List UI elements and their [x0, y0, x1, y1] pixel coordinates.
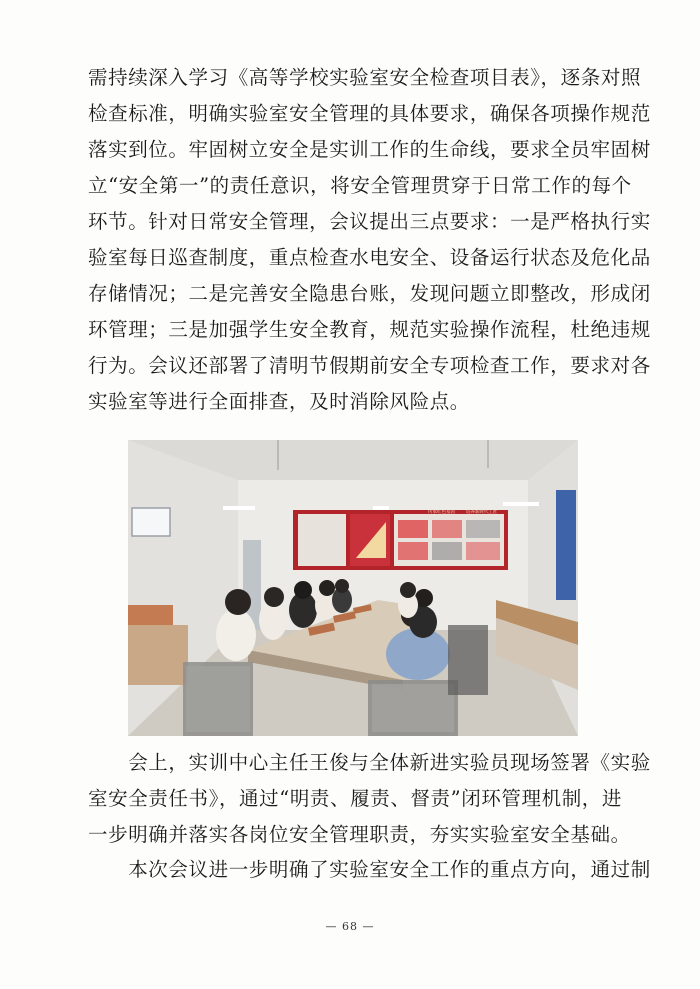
text-line: 验室每日巡查制度，重点检查水电安全、设备运行状态及危化品	[88, 246, 651, 269]
meeting-room-illustration	[128, 440, 578, 736]
body-paragraph-3	[88, 852, 651, 888]
text-line: 会上，实训中心主任王俊与全体新进实验员现场签署《实验	[88, 751, 651, 774]
board-title-right: 培养新时代工匠	[466, 510, 498, 515]
text-line: 落实到位。牢固树立安全是实训工作的生命线，要求全员牢固树	[88, 138, 651, 161]
text-line: 行为。会议还部署了清明节假期前安全专项检查工作，要求对各	[88, 354, 651, 377]
text-line: 环管理；三是加强学生安全教育，规范实验操作流程，杜绝违规	[88, 318, 651, 341]
meeting-photo	[128, 440, 578, 736]
text-line: 本次会议进一步明确了实验室安全工作的重点方向，通过制	[88, 858, 651, 881]
page-number: — 68 —	[325, 920, 375, 933]
board-title-left: 传承红色基因	[428, 510, 455, 515]
text-line: 存储情况；二是完善安全隐患台账，发现问题立即整改，形成闭	[88, 282, 651, 305]
body-paragraph-2	[88, 745, 651, 853]
text-line: 需持续深入学习《高等学校实验室安全检查项目表》，逐条对照	[88, 66, 642, 89]
text-line: 实验室等进行全面排查，及时消除风险点。	[88, 390, 470, 413]
text-line: 环节。针对日常安全管理，会议提出三点要求：一是严格执行实	[88, 210, 651, 233]
text-line: 检查标准，明确实验室安全管理的具体要求，确保各项操作规范	[88, 102, 651, 125]
text-line: 一步明确并落实各岗位安全管理职责，夯实实验室安全基础。	[88, 823, 631, 846]
body-paragraph-1	[88, 60, 651, 420]
text-line: 室安全责任书》，通过“明责、履责、督责”闭环管理机制，进	[88, 787, 622, 810]
text-line: 立“安全第一”的责任意识，将安全管理贯穿于日常工作的每个	[88, 174, 632, 197]
